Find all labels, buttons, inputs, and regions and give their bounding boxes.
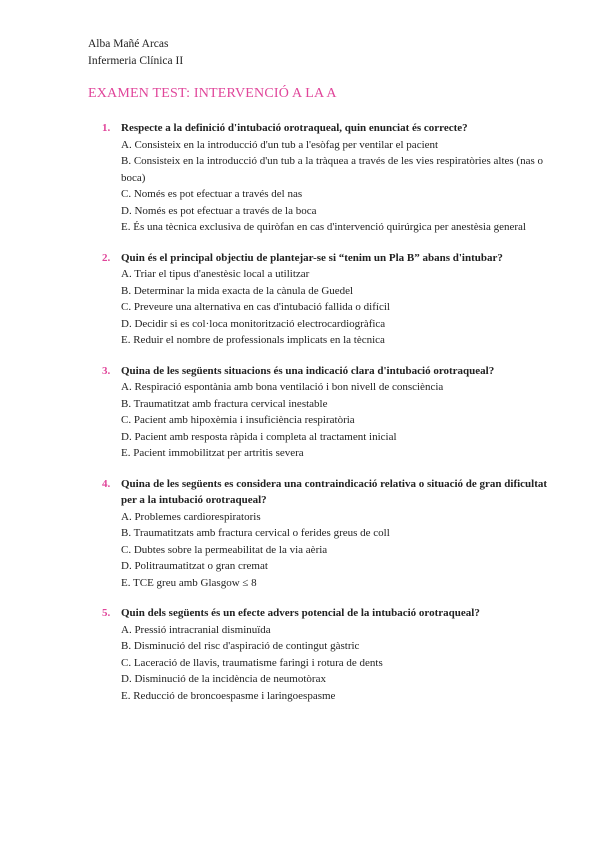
question-text: Respecte a la definició d'intubació orotraqueal, quin enunciat és correcte?: [121, 122, 468, 134]
answer-option: D. Politraumatitzat o gran cremat: [121, 560, 268, 572]
answer-option: E. TCE greu amb Glasgow ≤ 8: [121, 576, 257, 589]
question-number: 2.: [102, 251, 111, 264]
answer-option: C. Preveure una alternativa en cas d'intubació fallida o difícil: [121, 301, 390, 313]
question-text: Quin dels següents és un efecte advers potencial de la intubació orotraqueal?: [121, 607, 480, 619]
question-5: [88, 605, 548, 704]
course-name: Infermeria Clínica II: [88, 55, 184, 67]
answer-option: E. Pacient immobilitzat per artritis severa: [121, 447, 304, 459]
answer-option: D. Pacient amb resposta ràpida i completa al tractament inicial: [121, 430, 397, 443]
author-name: Alba Mañé Arcas: [88, 38, 169, 50]
question-number: 4.: [102, 477, 111, 490]
question-list: [88, 120, 548, 718]
answer-option: C. Pacient amb hipoxèmia i insuficiència respiratòria: [121, 414, 355, 426]
answer-option: A. Pressió intracranial disminuïda: [121, 623, 271, 636]
question-number: 5.: [102, 607, 111, 619]
answer-option: B. Consisteix en la introducció d'un tub a la tràquea a través de les vies respiratòries altes (nas o boca): [121, 155, 543, 184]
answer-option: D. Disminució de la incidència de neumotòrax: [121, 673, 326, 685]
answer-option: D. Només es pot efectuar a través de la boca: [121, 204, 317, 217]
answer-option: B. Determinar la mida exacta de la cànula de Guedel: [121, 284, 354, 297]
answer-option: A. Triar el tipus d'anestèsic local a utilitzar: [121, 268, 310, 280]
question-text: Quina de les següents situacions és una indicació clara d'intubació orotraqueal?: [121, 364, 495, 377]
answer-option: B. Disminució del risc d'aspiració de contingut gàstric: [121, 640, 360, 652]
answer-option: B. Traumatitzats amb fractura cervical o ferides greus de coll: [121, 527, 390, 539]
exam-title: EXAMEN TEST: INTERVENCIÓ A LA A: [88, 86, 337, 101]
answer-option: C. Laceració de llavis, traumatisme faringi i rotura de dents: [121, 656, 383, 669]
document-header: [88, 36, 183, 70]
answer-option: B. Traumatitzat amb fractura cervical inestable: [121, 397, 328, 410]
question-1: [88, 120, 548, 236]
answer-option: A. Consisteix en la introducció d'un tub a l'esòfag per ventilar el pacient: [121, 138, 439, 151]
answer-option: C. Només es pot efectuar a través del nas: [121, 188, 303, 200]
answer-option: E. És una tècnica exclusiva de quiròfan en cas d'intervenció quirúrgica per anestèsia general: [121, 221, 526, 233]
answer-option: A. Problemes cardiorespiratoris: [121, 510, 261, 523]
answer-option: D. Decidir si es col·loca monitorització electrocardiogràfica: [121, 317, 386, 330]
question-text: Quin és el principal objectiu de plantejar-se si “tenim un Pla B” abans d'intubar?: [121, 251, 503, 264]
question-3: [88, 363, 548, 462]
answer-option: E. Reducció de broncoespasme i laringoespasme: [121, 689, 336, 702]
question-number: 3.: [102, 364, 111, 377]
answer-option: C. Dubtes sobre la permeabilitat de la via aèria: [121, 543, 328, 556]
answer-option: A. Respiració espontània amb bona ventilació i bon nivell de consciència: [121, 381, 444, 393]
answer-option: E. Reduir el nombre de professionals implicats en la tècnica: [121, 334, 385, 346]
question-4: [88, 476, 548, 592]
question-text: Quina de les següents es considera una contraindicació relativa o situació de gran dificultat per a la intubació orotraqueal?: [121, 477, 548, 506]
question-number: 1.: [102, 122, 111, 134]
question-2: [88, 250, 548, 349]
